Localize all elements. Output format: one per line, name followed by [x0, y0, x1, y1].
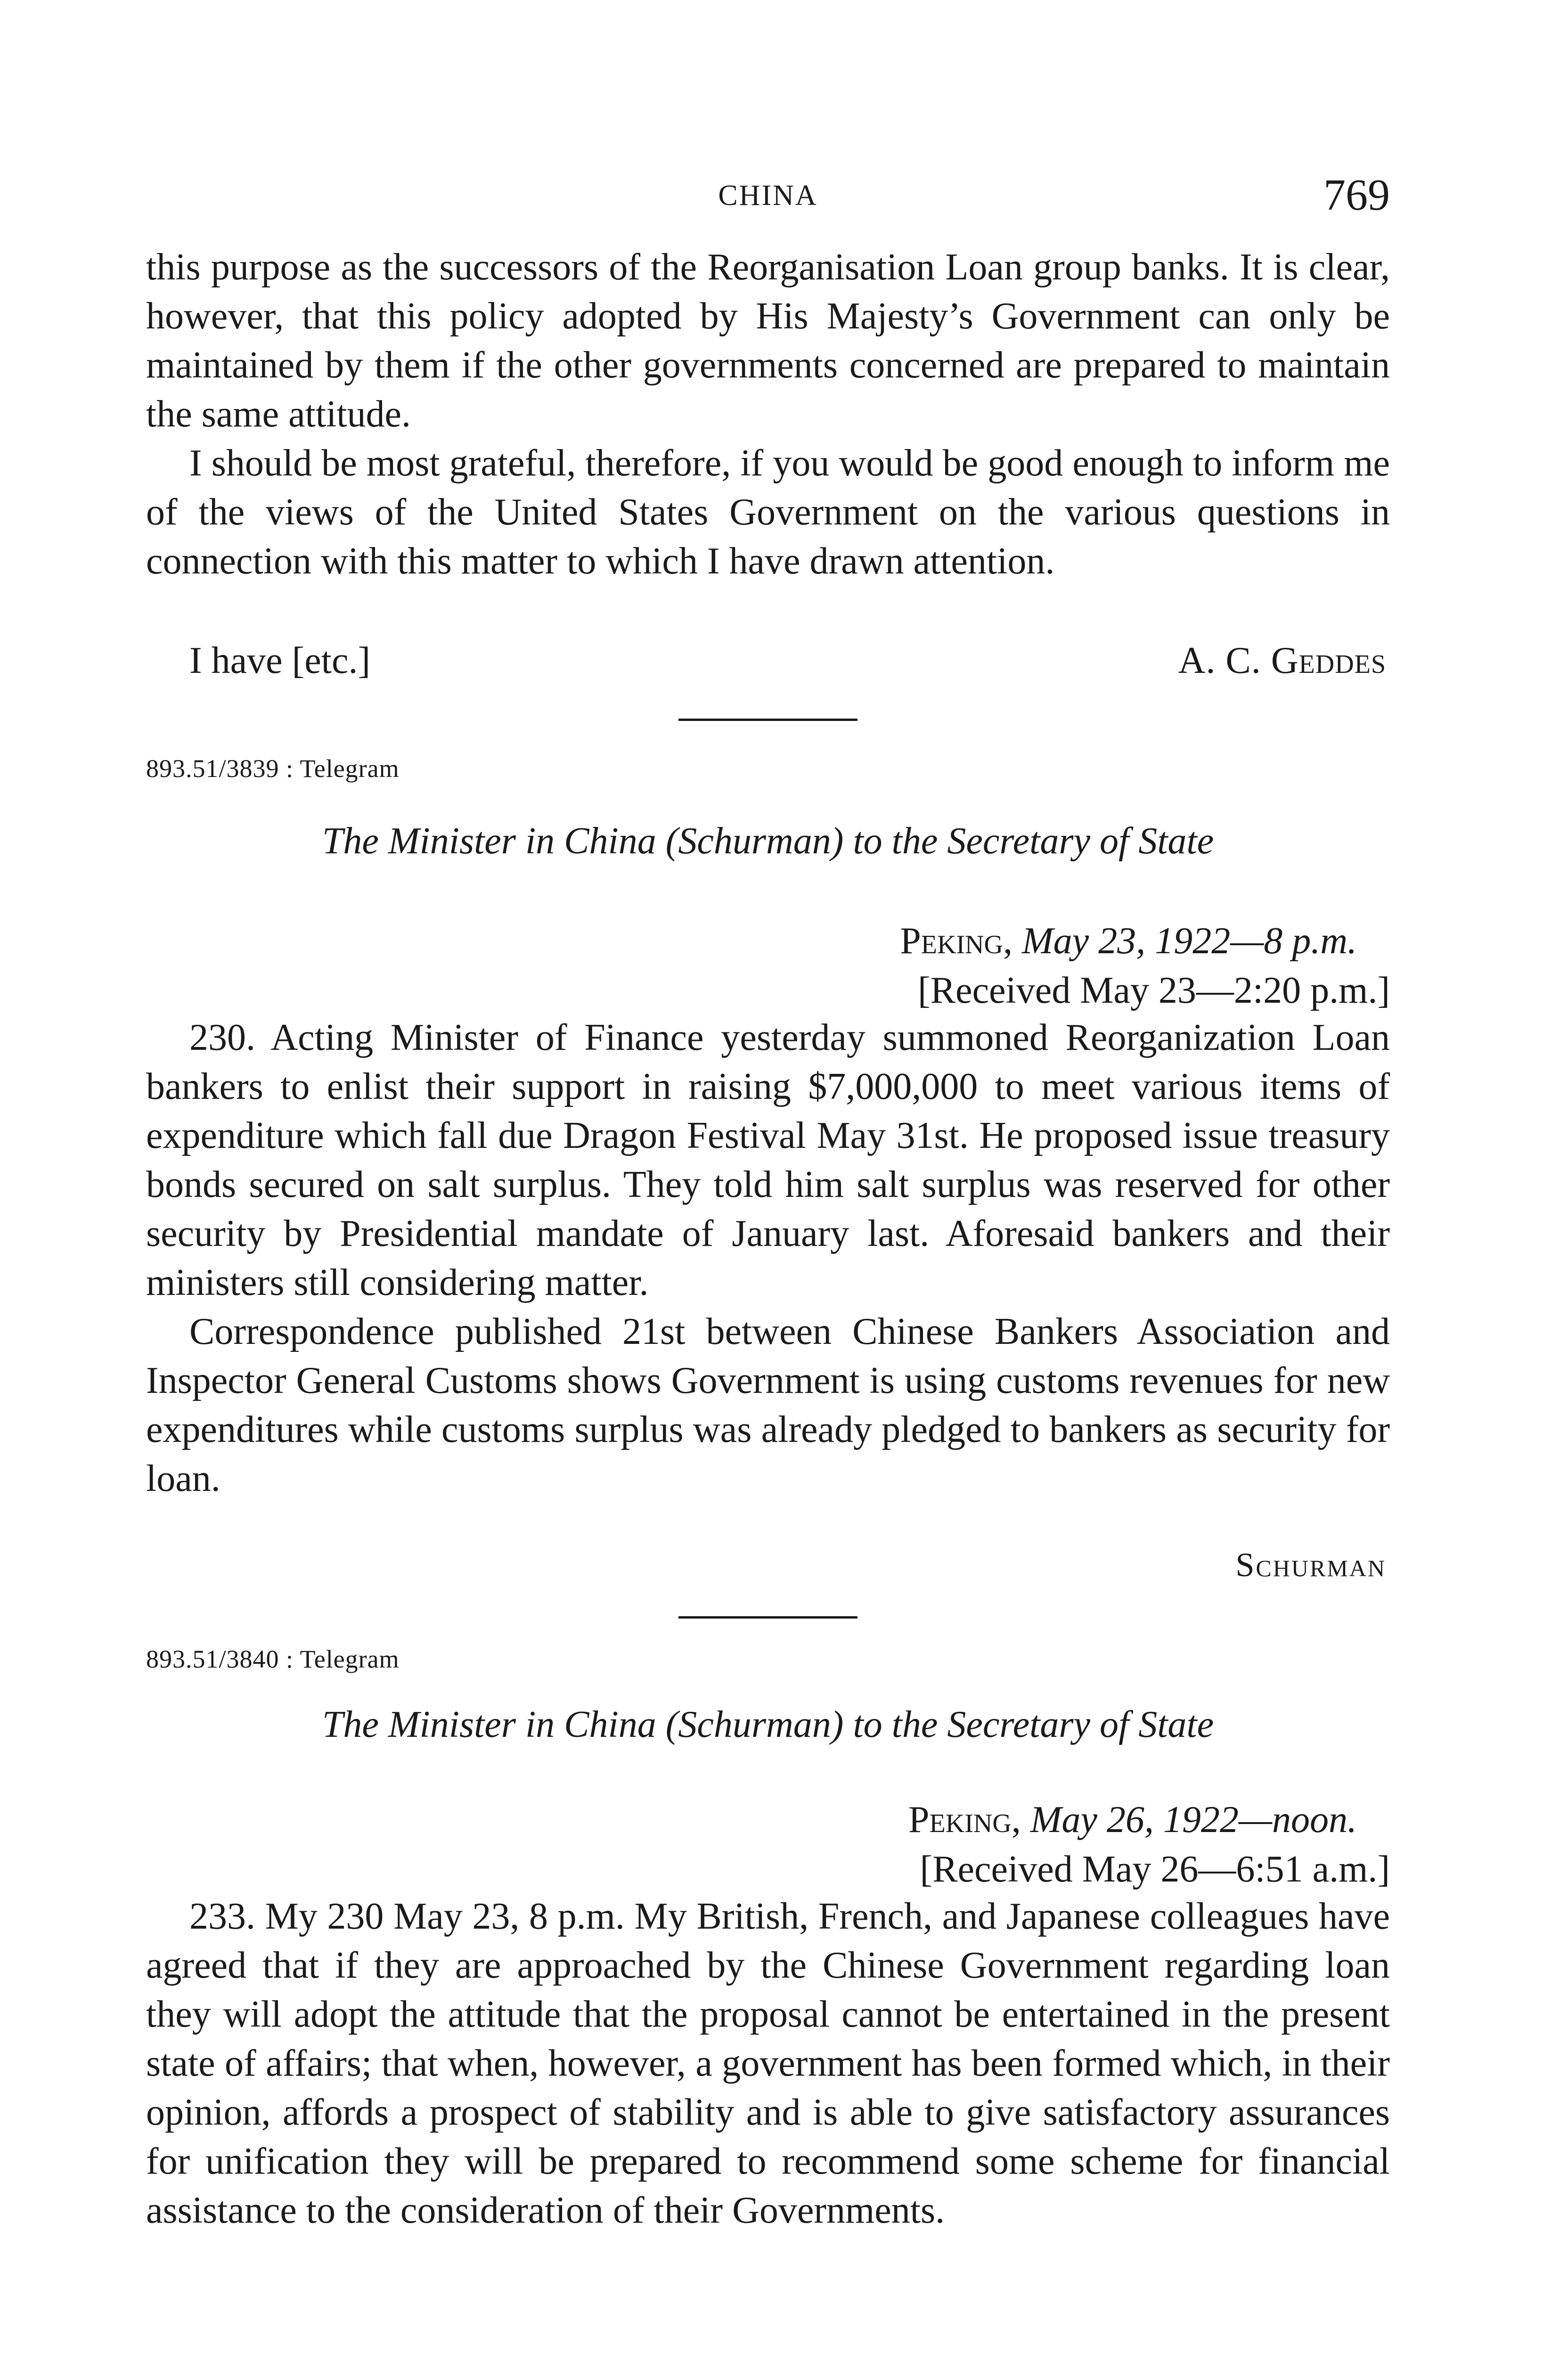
file-reference: 893.51/3840 : Telegram — [146, 1645, 400, 1673]
document-heading: The Minister in China (Schurman) to the Secretary of State — [322, 1704, 1214, 1745]
running-head — [146, 170, 1390, 221]
paragraph: I should be most grateful, therefore, if you would be good enough to inform me of the views of the United States Government on the various questions in connection with this matter to which I have drawn attention. — [146, 442, 1390, 582]
paragraph: 233. My 230 May 23, 8 p.m. My British, French, and Japanese colleagues have agreed that if they are approached by the Chinese Government regarding loan they will adopt the attitude that the proposal cannot be entertained in the present state of affairs; that when, however, a government has been formed which, in their opinion, affords a prospect of stability and is able to give satisfactory assurances for unification they will be prepared to recommend some scheme for financial assistance to the consideration of their Governments. — [146, 1896, 1390, 2231]
dateline — [900, 916, 1357, 965]
dateline-place: Peking, — [908, 1799, 1021, 1841]
telegram-body — [146, 1892, 1390, 2235]
received-note: [Received May 23—2:20 p.m.] — [918, 970, 1390, 1011]
dateline — [908, 1795, 1357, 1844]
letter-continuation — [146, 243, 1390, 586]
dateline-place: Peking, — [900, 920, 1013, 962]
document-heading: The Minister in China (Schurman) to the Secretary of State — [322, 820, 1214, 862]
dateline-date: May 26, 1922—noon. — [1030, 1799, 1357, 1841]
page-number: 769 — [1323, 171, 1390, 220]
signature: Schurman — [1235, 1546, 1386, 1584]
file-reference: 893.51/3839 : Telegram — [146, 754, 400, 783]
paragraph: 230. Acting Minister of Finance yesterday summoned Reorganization Loan bankers to enlist their support in raising $7,000,000 to meet various items of expenditure which fall due Dragon Festival May 31st. He proposed issue treasury bonds secured on salt surplus. They told him salt surplus was reserved for other security by Presidential mandate of January last. Aforesaid bankers and their ministers still considering matter. — [146, 1017, 1390, 1303]
running-title: CHINA — [718, 180, 818, 212]
closing-formula: I have [etc.] — [189, 640, 371, 681]
document-page — [146, 170, 1390, 2356]
paragraph: Correspondence published 21st between Chinese Bankers Association and Inspector General Customs shows Government is using customs revenues for new expenditures while customs surplus was already pledged to bankers as security for loan. — [146, 1311, 1390, 1499]
section-divider — [678, 719, 858, 721]
received-note: [Received May 26—6:51 a.m.] — [920, 1849, 1390, 1890]
section-divider — [678, 1616, 858, 1619]
telegram-body — [146, 1013, 1390, 1503]
paragraph: this purpose as the successors of the Reorganisation Loan group banks. It is clear, however, that this policy adopted by His Majesty’s Government can only be maintained by them if the other governments concerned are prepared to maintain the same attitude. — [146, 246, 1390, 435]
dateline-date: May 23, 1922—8 p.m. — [1021, 920, 1357, 962]
signature: A. C. Geddes — [1178, 640, 1386, 681]
